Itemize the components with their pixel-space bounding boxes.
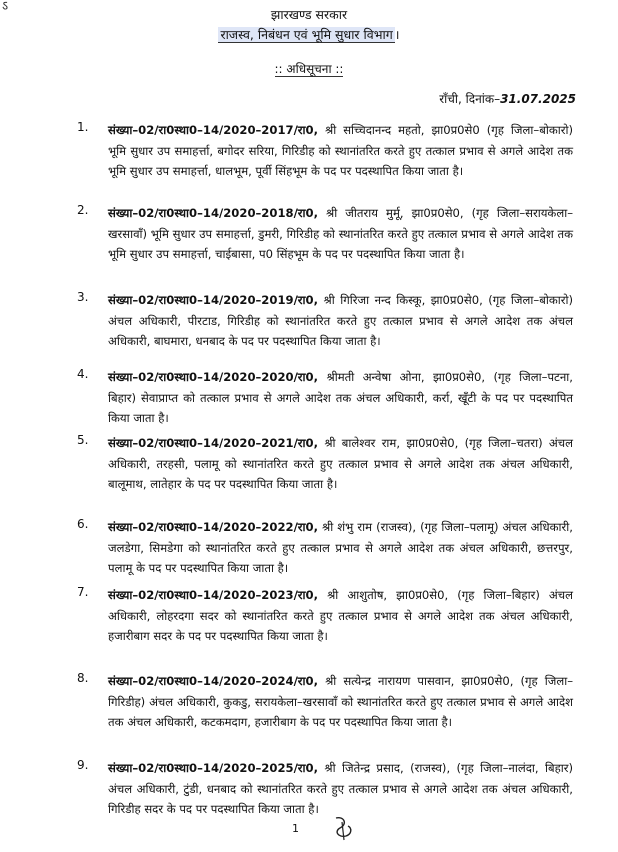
- order-body: श्री गिरिजा नन्द किस्कू, झा0प्र0से0, (गृह जिला–बोकारो) अंचल अधिकारी, पीरटाड, गिरिडीह को स्थानांतरित करते हुए तत्काल प्रभाव से अगले आदेश तक अंचल अधिकारी, बाघमारा, धनबाद के पद पर पदस्थापित किया जाता है।: [108, 293, 573, 348]
- government-heading: झारखण्ड सरकार: [270, 7, 348, 22]
- order-body: श्रीमती अन्वेषा ओना, झा0प्र0से0, (गृह जिला–पटना, बिहार) सेवाप्राप्त को तत्काल प्रभाव से अगले आदेश तक अंचल अधिकारी, कर्रा, खूँटी के पद पर पदस्थापित किया जाता है।: [108, 370, 573, 425]
- order-number: 4.: [77, 367, 89, 381]
- order-reference: संख्या–02/रा0स्था0–14/2020–2017/रा0,: [108, 123, 319, 137]
- order-body: श्री आशुतोष, झा0प्र0से0, (गृह जिला–बिहार) अंचल अधिकारी, लोहरदगा सदर को स्थानांतरित करते हुए तत्काल प्रभाव से अगले आदेश तक अंचल अधिकारी, हजारीबाग सदर के पद पर पदस्थापित किया जाता है।: [108, 588, 573, 643]
- order-body: श्री सच्चिदानन्द महतो, झा0प्र0से0 (गृह जिला–बोकारो) भूमि सुधार उप समाहर्त्ता, बगोदर सरिया, गिरिडीह को स्थानांतरित करते हुए तत्काल प्रभाव से अगले आदेश तक भूमि सुधार उप समाहर्त्ता, धालभूम, पूर्वी सिंहभूम के पद पर पदस्थापित किया जाता है।: [108, 123, 573, 178]
- order-text: [108, 758, 573, 820]
- page-number: 1: [292, 822, 299, 835]
- order-reference: संख्या–02/रा0स्था0–14/2020–2019/रा0,: [108, 293, 319, 307]
- order-number: 1.: [77, 120, 89, 134]
- signature-mark: [330, 814, 356, 844]
- order-text: [108, 585, 573, 647]
- notification-title: :: अधिसूचना ::: [274, 62, 344, 76]
- order-reference: संख्या–02/रा0स्था0–14/2020–2024/रा0,: [108, 674, 319, 688]
- order-text: [108, 671, 573, 733]
- corner-mark: ऽ: [2, 0, 9, 14]
- order-number: 3.: [77, 290, 89, 304]
- order-number: 7.: [77, 585, 89, 599]
- order-body: श्री जितेन्द्र प्रसाद, (राजस्व), (गृह जिला–नालंदा, बिहार) अंचल अधिकारी, टुंडी, धनबाद को स्थानांतरित करते हुए तत्काल प्रभाव से अगले आदेश तक अंचल अधिकारी, गिरिडीह सदर के पद पर पदस्थापित किया जाता है।: [108, 761, 573, 816]
- order-body: श्री बालेश्वर राम, झा0प्र0से0, (गृह जिला–चतरा) अंचल अधिकारी, तरहसी, पलामू को स्थानांतरित करते हुए तत्काल प्रभाव से अगले आदेश तक अंचल अधिकारी, बालूमाथ, लातेहार के पद पर पदस्थापित किया जाता है।: [108, 436, 573, 491]
- order-number: 2.: [77, 203, 89, 217]
- order-body: श्री शंभु राम (राजस्व), (गृह जिला–पलामू) अंचल अधिकारी, जलडेगा, सिमडेगा को स्थानांतरित करते हुए तत्काल प्रभाव से अगले आदेश तक अंचल अधिकारी, छत्तरपुर, पलामू के पद पर पदस्थापित किया जाता है।: [108, 520, 573, 575]
- dateline-date: 31.07.2025: [500, 92, 576, 106]
- order-body: श्री जीतराय मुर्मू, झा0प्र0से0, (गृह जिला–सरायकेला–खरसावाँ) भूमि सुधार उप समाहर्त्ता, डुमरी, गिरिडीह को स्थानांतरित करते हुए तत्काल प्रभाव से अगले आदेश तक भूमि सुधार उप समाहर्त्ता, चाईबासा, प0 सिंहभूम के पद पर पदस्थापित किया जाता है।: [108, 206, 573, 261]
- order-number: 6.: [77, 517, 89, 531]
- order-body: श्री सत्येन्द्र नारायण पासवान, झा0प्र0से0, (गृह जिला–गिरिडीह) अंचल अधिकारी, कुकडु, सरायकेला–खरसावाँ को स्थानांतरित करते हुए तत्काल प्रभाव से अगले आदेश तक अंचल अधिकारी, कटकमदाग, हजारीबाग के पद पर पदस्थापित किया जाता है।: [108, 674, 573, 729]
- order-text: [108, 367, 573, 429]
- order-text: [108, 120, 573, 182]
- order-number: 8.: [77, 671, 89, 685]
- notification-heading: [0, 60, 618, 77]
- order-text: [108, 433, 573, 495]
- order-reference: संख्या–02/रा0स्था0–14/2020–2018/रा0,: [108, 206, 319, 220]
- order-text: [108, 517, 573, 579]
- dateline: [439, 90, 576, 107]
- department-suffix: ।: [394, 27, 400, 42]
- order-reference: संख्या–02/रा0स्था0–14/2020–2021/रा0,: [108, 436, 319, 450]
- order-reference: संख्या–02/रा0स्था0–14/2020–2020/रा0,: [108, 370, 319, 384]
- dateline-place: राँची, दिनांक–: [439, 92, 501, 106]
- order-text: [108, 290, 573, 352]
- department-heading: [0, 26, 618, 43]
- order-number: 9.: [77, 758, 89, 772]
- order-text: [108, 203, 573, 265]
- order-number: 5.: [77, 433, 89, 447]
- department-name: राजस्व, निबंधन एवं भूमि सुधार विभाग: [220, 27, 393, 42]
- order-reference: संख्या–02/रा0स्था0–14/2020–2023/रा0,: [108, 588, 319, 602]
- order-reference: संख्या–02/रा0स्था0–14/2020–2022/रा0,: [108, 520, 319, 534]
- order-reference: संख्या–02/रा0स्था0–14/2020–2025/रा0,: [108, 761, 319, 775]
